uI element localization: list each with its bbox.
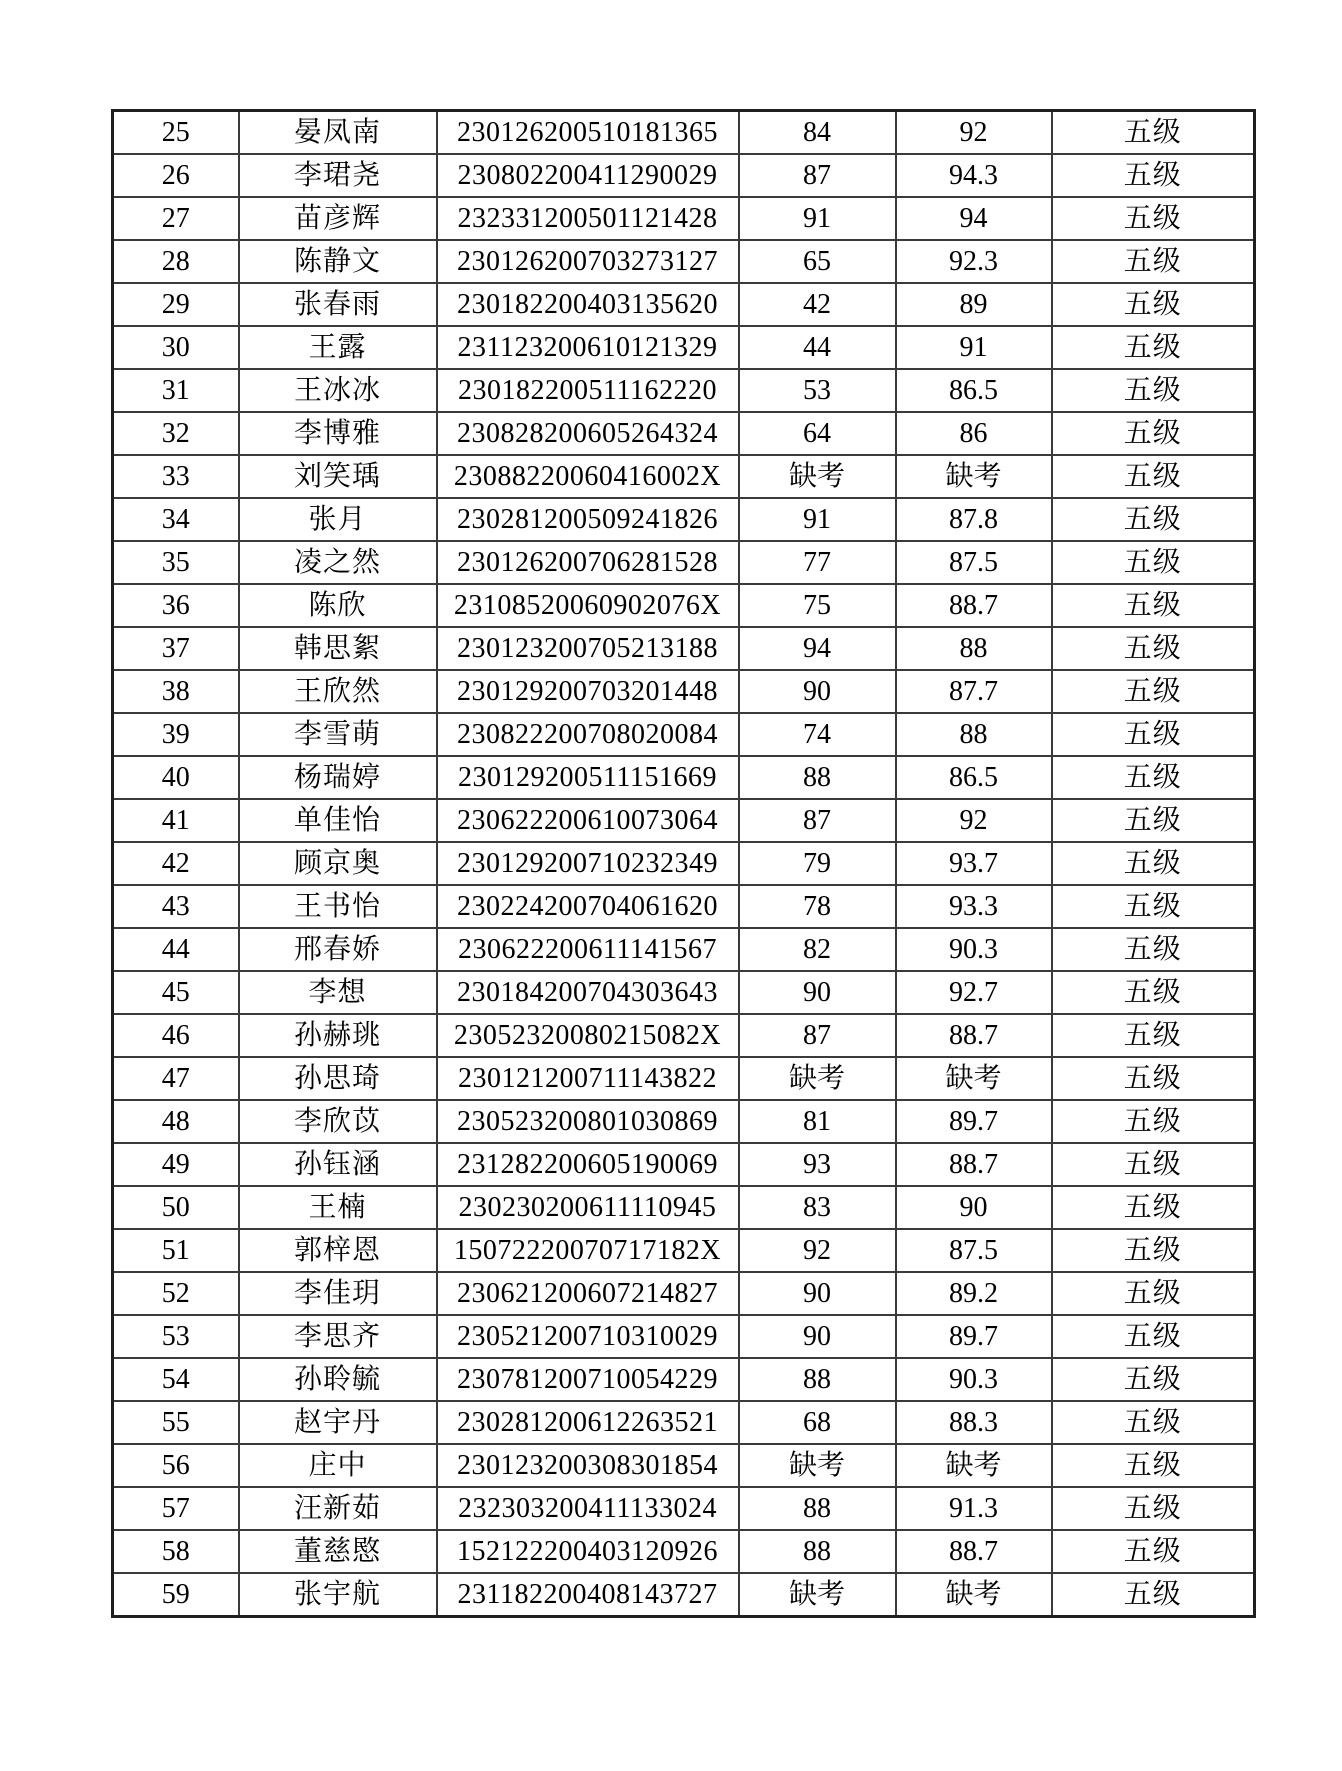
table-row [113,1401,1255,1444]
cell-id-number: 230129200703201448 [437,670,739,713]
table-row [113,240,1255,283]
cell-score-2: 88 [896,713,1052,756]
cell-score-2: 92 [896,799,1052,842]
cell-score-2: 88.7 [896,584,1052,627]
cell-level: 五级 [1052,584,1255,627]
cell-student-name: 李珺尧 [239,154,437,197]
cell-level: 五级 [1052,885,1255,928]
table-row [113,584,1255,627]
cell-score-1: 82 [739,928,896,971]
cell-row-number: 33 [113,455,239,498]
cell-score-2: 89.7 [896,1100,1052,1143]
cell-level: 五级 [1052,1100,1255,1143]
cell-level: 五级 [1052,1143,1255,1186]
cell-level: 五级 [1052,541,1255,584]
cell-id-number: 230523200801030869 [437,1100,739,1143]
cell-id-number: 15072220070717182X [437,1229,739,1272]
cell-student-name: 晏凤南 [239,111,437,155]
cell-id-number: 230622200611141567 [437,928,739,971]
cell-id-number: 230123200705213188 [437,627,739,670]
cell-student-name: 孙钰涵 [239,1143,437,1186]
cell-score-2: 89 [896,283,1052,326]
table-row [113,498,1255,541]
cell-student-name: 孙聆毓 [239,1358,437,1401]
cell-id-number: 230129200710232349 [437,842,739,885]
cell-id-number: 230521200710310029 [437,1315,739,1358]
cell-id-number: 231282200605190069 [437,1143,739,1186]
table-row [113,1057,1255,1100]
table-row [113,369,1255,412]
cell-score-2: 93.3 [896,885,1052,928]
cell-id-number: 230182200403135620 [437,283,739,326]
cell-id-number: 232331200501121428 [437,197,739,240]
cell-score-2: 缺考 [896,1573,1052,1617]
cell-id-number: 230230200611110945 [437,1186,739,1229]
cell-row-number: 39 [113,713,239,756]
cell-id-number: 152122200403120926 [437,1530,739,1573]
cell-id-number: 230281200612263521 [437,1401,739,1444]
cell-score-1: 42 [739,283,896,326]
cell-row-number: 26 [113,154,239,197]
cell-level: 五级 [1052,412,1255,455]
cell-level: 五级 [1052,756,1255,799]
cell-student-name: 张春雨 [239,283,437,326]
cell-id-number: 230281200509241826 [437,498,739,541]
cell-score-1: 缺考 [739,455,896,498]
cell-score-1: 68 [739,1401,896,1444]
cell-score-2: 90 [896,1186,1052,1229]
cell-level: 五级 [1052,1315,1255,1358]
cell-score-1: 65 [739,240,896,283]
cell-level: 五级 [1052,1358,1255,1401]
cell-score-2: 94 [896,197,1052,240]
cell-level: 五级 [1052,1530,1255,1573]
cell-student-name: 庄中 [239,1444,437,1487]
cell-id-number: 230621200607214827 [437,1272,739,1315]
cell-row-number: 41 [113,799,239,842]
cell-level: 五级 [1052,670,1255,713]
table-row [113,1014,1255,1057]
cell-level: 五级 [1052,971,1255,1014]
cell-id-number: 230182200511162220 [437,369,739,412]
cell-score-2: 89.2 [896,1272,1052,1315]
cell-id-number: 23052320080215082X [437,1014,739,1057]
cell-row-number: 42 [113,842,239,885]
score-table [111,109,1256,1618]
cell-id-number: 23108520060902076X [437,584,739,627]
cell-score-1: 77 [739,541,896,584]
cell-level: 五级 [1052,283,1255,326]
cell-score-1: 78 [739,885,896,928]
cell-score-2: 90.3 [896,1358,1052,1401]
table-row [113,541,1255,584]
cell-row-number: 34 [113,498,239,541]
cell-score-2: 88.3 [896,1401,1052,1444]
cell-level: 五级 [1052,1229,1255,1272]
cell-row-number: 48 [113,1100,239,1143]
table-row [113,1530,1255,1573]
cell-id-number: 230822200708020084 [437,713,739,756]
cell-level: 五级 [1052,1487,1255,1530]
cell-student-name: 张月 [239,498,437,541]
cell-student-name: 刘笑瑀 [239,455,437,498]
cell-row-number: 56 [113,1444,239,1487]
score-table-body [113,111,1255,1617]
cell-score-2: 缺考 [896,455,1052,498]
cell-level: 五级 [1052,240,1255,283]
cell-student-name: 凌之然 [239,541,437,584]
table-row [113,627,1255,670]
cell-score-2: 86.5 [896,369,1052,412]
cell-score-1: 90 [739,670,896,713]
cell-score-2: 87.5 [896,1229,1052,1272]
cell-student-name: 韩思絮 [239,627,437,670]
table-row [113,842,1255,885]
cell-score-2: 87.5 [896,541,1052,584]
table-row [113,1487,1255,1530]
cell-level: 五级 [1052,842,1255,885]
cell-level: 五级 [1052,498,1255,541]
table-row [113,799,1255,842]
table-row [113,1573,1255,1617]
cell-level: 五级 [1052,154,1255,197]
cell-row-number: 43 [113,885,239,928]
cell-student-name: 邢春娇 [239,928,437,971]
cell-row-number: 50 [113,1186,239,1229]
cell-level: 五级 [1052,627,1255,670]
cell-level: 五级 [1052,1057,1255,1100]
cell-level: 五级 [1052,928,1255,971]
cell-level: 五级 [1052,1014,1255,1057]
cell-row-number: 58 [113,1530,239,1573]
cell-score-2: 88 [896,627,1052,670]
cell-row-number: 46 [113,1014,239,1057]
table-row [113,1272,1255,1315]
cell-row-number: 27 [113,197,239,240]
cell-id-number: 230129200511151669 [437,756,739,799]
cell-row-number: 47 [113,1057,239,1100]
cell-student-name: 孙赫珧 [239,1014,437,1057]
cell-level: 五级 [1052,1444,1255,1487]
cell-score-1: 74 [739,713,896,756]
cell-score-2: 92 [896,111,1052,155]
cell-score-2: 91 [896,326,1052,369]
cell-row-number: 32 [113,412,239,455]
cell-student-name: 王欣然 [239,670,437,713]
cell-id-number: 230123200308301854 [437,1444,739,1487]
table-row [113,111,1255,155]
cell-score-2: 87.8 [896,498,1052,541]
cell-id-number: 23088220060416002X [437,455,739,498]
cell-row-number: 29 [113,283,239,326]
cell-student-name: 顾京奥 [239,842,437,885]
cell-student-name: 汪新茹 [239,1487,437,1530]
cell-score-1: 87 [739,1014,896,1057]
cell-student-name: 李佳玥 [239,1272,437,1315]
cell-score-2: 93.7 [896,842,1052,885]
cell-student-name: 王露 [239,326,437,369]
table-row [113,1229,1255,1272]
cell-level: 五级 [1052,197,1255,240]
cell-score-2: 88.7 [896,1014,1052,1057]
cell-row-number: 30 [113,326,239,369]
cell-score-1: 88 [739,1487,896,1530]
table-row [113,713,1255,756]
cell-score-2: 92.3 [896,240,1052,283]
cell-student-name: 张宇航 [239,1573,437,1617]
cell-level: 五级 [1052,111,1255,155]
table-row [113,455,1255,498]
cell-student-name: 董慈愍 [239,1530,437,1573]
cell-student-name: 苗彦辉 [239,197,437,240]
cell-level: 五级 [1052,1186,1255,1229]
cell-level: 五级 [1052,326,1255,369]
cell-student-name: 陈静文 [239,240,437,283]
table-row [113,928,1255,971]
cell-score-2: 88.7 [896,1143,1052,1186]
cell-id-number: 230828200605264324 [437,412,739,455]
table-row [113,971,1255,1014]
table-row [113,1444,1255,1487]
cell-score-1: 53 [739,369,896,412]
cell-score-1: 93 [739,1143,896,1186]
cell-score-1: 88 [739,1530,896,1573]
cell-score-1: 缺考 [739,1057,896,1100]
cell-id-number: 230224200704061620 [437,885,739,928]
cell-student-name: 王书怡 [239,885,437,928]
cell-student-name: 王楠 [239,1186,437,1229]
cell-score-1: 64 [739,412,896,455]
table-row [113,756,1255,799]
cell-score-2: 缺考 [896,1444,1052,1487]
cell-id-number: 230184200704303643 [437,971,739,1014]
table-row [113,1100,1255,1143]
cell-id-number: 231182200408143727 [437,1573,739,1617]
cell-score-1: 84 [739,111,896,155]
cell-score-1: 90 [739,1272,896,1315]
cell-row-number: 38 [113,670,239,713]
cell-score-2: 86.5 [896,756,1052,799]
cell-row-number: 28 [113,240,239,283]
table-row [113,670,1255,713]
cell-score-1: 44 [739,326,896,369]
cell-student-name: 赵宇丹 [239,1401,437,1444]
cell-level: 五级 [1052,455,1255,498]
cell-score-1: 81 [739,1100,896,1143]
cell-id-number: 230126200510181365 [437,111,739,155]
cell-score-2: 88.7 [896,1530,1052,1573]
cell-id-number: 230126200706281528 [437,541,739,584]
cell-score-2: 90.3 [896,928,1052,971]
cell-score-2: 89.7 [896,1315,1052,1358]
cell-row-number: 55 [113,1401,239,1444]
cell-student-name: 李思齐 [239,1315,437,1358]
cell-row-number: 40 [113,756,239,799]
cell-score-1: 91 [739,498,896,541]
cell-id-number: 232303200411133024 [437,1487,739,1530]
cell-student-name: 李雪萌 [239,713,437,756]
cell-student-name: 王冰冰 [239,369,437,412]
cell-score-1: 90 [739,971,896,1014]
cell-id-number: 230802200411290029 [437,154,739,197]
cell-score-2: 87.7 [896,670,1052,713]
cell-row-number: 44 [113,928,239,971]
table-row [113,1143,1255,1186]
cell-row-number: 31 [113,369,239,412]
cell-score-2: 缺考 [896,1057,1052,1100]
cell-row-number: 36 [113,584,239,627]
cell-score-1: 88 [739,1358,896,1401]
cell-level: 五级 [1052,1573,1255,1617]
cell-score-1: 87 [739,799,896,842]
cell-score-1: 缺考 [739,1444,896,1487]
cell-score-1: 87 [739,154,896,197]
cell-row-number: 51 [113,1229,239,1272]
table-row [113,885,1255,928]
cell-id-number: 230121200711143822 [437,1057,739,1100]
cell-row-number: 49 [113,1143,239,1186]
cell-id-number: 230622200610073064 [437,799,739,842]
table-row [113,283,1255,326]
table-row [113,1186,1255,1229]
cell-score-1: 94 [739,627,896,670]
cell-student-name: 杨瑞婷 [239,756,437,799]
cell-student-name: 李欣苡 [239,1100,437,1143]
cell-row-number: 53 [113,1315,239,1358]
cell-score-1: 90 [739,1315,896,1358]
cell-row-number: 54 [113,1358,239,1401]
cell-row-number: 52 [113,1272,239,1315]
cell-score-1: 92 [739,1229,896,1272]
table-row [113,1358,1255,1401]
cell-level: 五级 [1052,799,1255,842]
table-row [113,154,1255,197]
cell-level: 五级 [1052,369,1255,412]
cell-id-number: 230781200710054229 [437,1358,739,1401]
cell-score-1: 83 [739,1186,896,1229]
cell-score-2: 94.3 [896,154,1052,197]
cell-score-1: 缺考 [739,1573,896,1617]
cell-level: 五级 [1052,1401,1255,1444]
cell-score-2: 86 [896,412,1052,455]
cell-student-name: 郭梓恩 [239,1229,437,1272]
cell-row-number: 59 [113,1573,239,1617]
cell-row-number: 37 [113,627,239,670]
cell-student-name: 孙思琦 [239,1057,437,1100]
cell-level: 五级 [1052,1272,1255,1315]
cell-score-2: 91.3 [896,1487,1052,1530]
table-row [113,412,1255,455]
cell-student-name: 陈欣 [239,584,437,627]
table-row [113,1315,1255,1358]
cell-id-number: 230126200703273127 [437,240,739,283]
cell-student-name: 单佳怡 [239,799,437,842]
cell-student-name: 李博雅 [239,412,437,455]
cell-score-1: 91 [739,197,896,240]
cell-id-number: 231123200610121329 [437,326,739,369]
cell-score-1: 88 [739,756,896,799]
cell-row-number: 45 [113,971,239,1014]
cell-score-1: 75 [739,584,896,627]
cell-row-number: 35 [113,541,239,584]
cell-row-number: 57 [113,1487,239,1530]
cell-level: 五级 [1052,713,1255,756]
cell-row-number: 25 [113,111,239,155]
table-row [113,326,1255,369]
table-row [113,197,1255,240]
cell-student-name: 李想 [239,971,437,1014]
cell-score-1: 79 [739,842,896,885]
cell-score-2: 92.7 [896,971,1052,1014]
